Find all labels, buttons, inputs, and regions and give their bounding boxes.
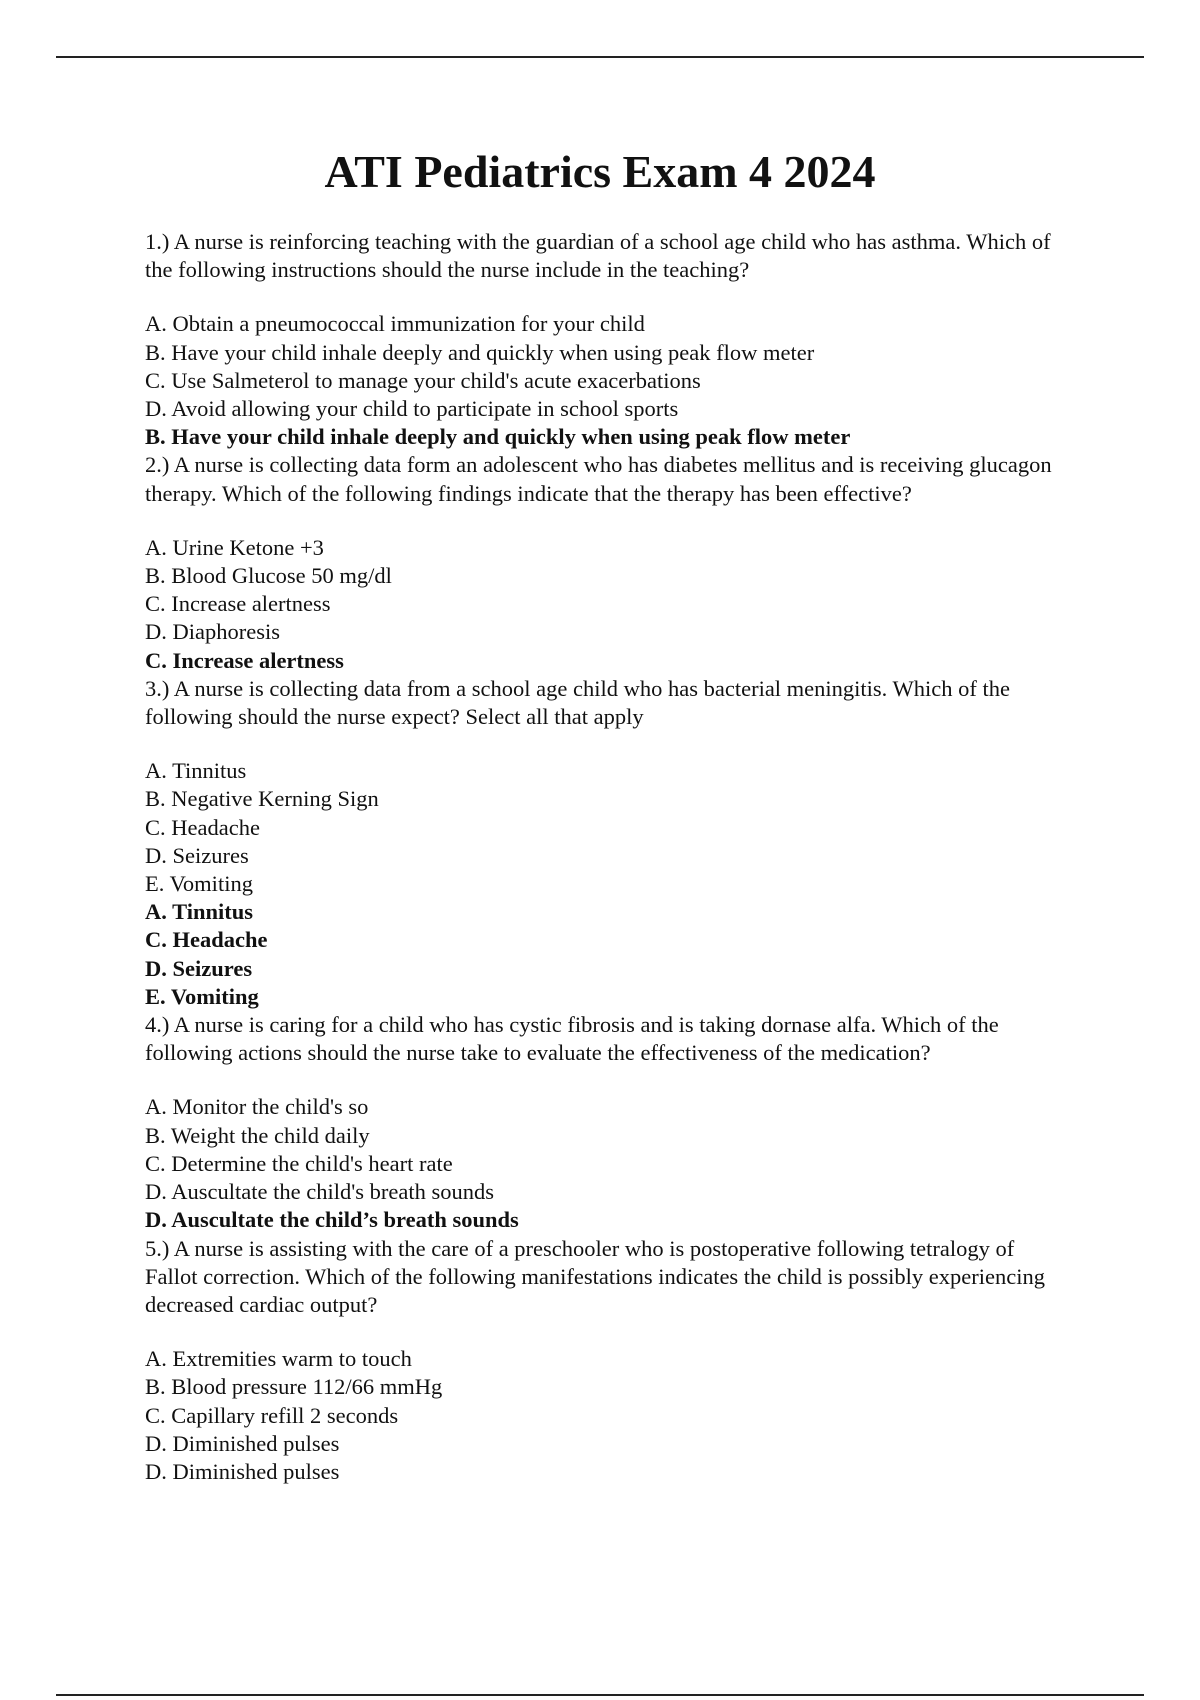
correct-answer: E. Vomiting bbox=[145, 983, 259, 1009]
answer-option: C. Headache bbox=[145, 814, 260, 840]
answer-option: D. Diminished pulses bbox=[145, 1458, 340, 1484]
answer-option: D. Diaphoresis bbox=[145, 619, 280, 645]
bottom-rule bbox=[56, 1694, 1144, 1696]
answer-option: C. Use Salmeterol to manage your child's acute exacerbations bbox=[145, 367, 701, 393]
correct-answer: C. Headache bbox=[145, 927, 268, 953]
answer-option: D. Avoid allowing your child to participate in school sports bbox=[145, 396, 679, 422]
answer-option: C. Increase alertness bbox=[145, 591, 331, 617]
page-title: ATI Pediatrics Exam 4 2024 bbox=[324, 146, 876, 197]
correct-answer: A. Tinnitus bbox=[145, 899, 253, 925]
answer-option: D. Auscultate the child's breath sounds bbox=[145, 1179, 494, 1205]
answer-option: E. Vomiting bbox=[145, 871, 253, 897]
question-1 bbox=[145, 228, 1065, 451]
question-4 bbox=[145, 1011, 1065, 1234]
correct-answer: D. Seizures bbox=[145, 955, 253, 981]
answer-option: C. Capillary refill 2 seconds bbox=[145, 1402, 399, 1428]
question-stem: 5.) A nurse is assisting with the care of a preschooler who is postoperative following tetralogy of Fallot correction. Which of the following manifestations indicates the child is possibly experiencing decreased cardiac output? bbox=[145, 1235, 1045, 1317]
answer-option: D. Seizures bbox=[145, 842, 249, 868]
answer-option: D. Diminished pulses bbox=[145, 1430, 340, 1456]
question-2 bbox=[145, 451, 1065, 674]
answer-option: A. Extremities warm to touch bbox=[145, 1346, 412, 1372]
answer-option: A. Obtain a pneumococcal immunization for your child bbox=[145, 311, 645, 337]
correct-answer: D. Auscultate the child’s breath sounds bbox=[145, 1207, 519, 1233]
top-rule bbox=[56, 56, 1144, 58]
question-stem: 4.) A nurse is caring for a child who has cystic fibrosis and is taking dornase alfa. Which of the following actions should the nurse take to evaluate the effectiveness of the medication? bbox=[145, 1012, 999, 1066]
answer-option: B. Blood pressure 112/66 mmHg bbox=[145, 1374, 443, 1400]
answer-option: B. Have your child inhale deeply and quickly when using peak flow meter bbox=[145, 339, 815, 365]
question-stem: 2.) A nurse is collecting data form an adolescent who has diabetes mellitus and is receiving glucagon therapy. Which of the following findings indicate that the therapy has been effective? bbox=[145, 452, 1052, 506]
correct-answer: C. Increase alertness bbox=[145, 647, 344, 673]
answer-option: C. Determine the child's heart rate bbox=[145, 1150, 453, 1176]
answer-option: A. Monitor the child's so bbox=[145, 1094, 369, 1120]
question-3 bbox=[145, 675, 1065, 1011]
answer-option: B. Blood Glucose 50 mg/dl bbox=[145, 563, 392, 589]
answer-option: A. Tinnitus bbox=[145, 758, 247, 784]
question-5 bbox=[145, 1235, 1065, 1487]
correct-answer: B. Have your child inhale deeply and quickly when using peak flow meter bbox=[145, 424, 851, 450]
question-list bbox=[145, 228, 1065, 1486]
question-stem: 3.) A nurse is collecting data from a school age child who has bacterial meningitis. Which of the following should the nurse expect? Select all that apply bbox=[145, 675, 1010, 730]
question-stem: 1.) A nurse is reinforcing teaching with the guardian of a school age child who has asthma. Which of the following instructions should the nurse include in the teaching? bbox=[145, 229, 1051, 283]
answer-option: A. Urine Ketone +3 bbox=[145, 534, 324, 560]
answer-option: B. Weight the child daily bbox=[145, 1122, 370, 1148]
answer-option: B. Negative Kerning Sign bbox=[145, 786, 379, 812]
